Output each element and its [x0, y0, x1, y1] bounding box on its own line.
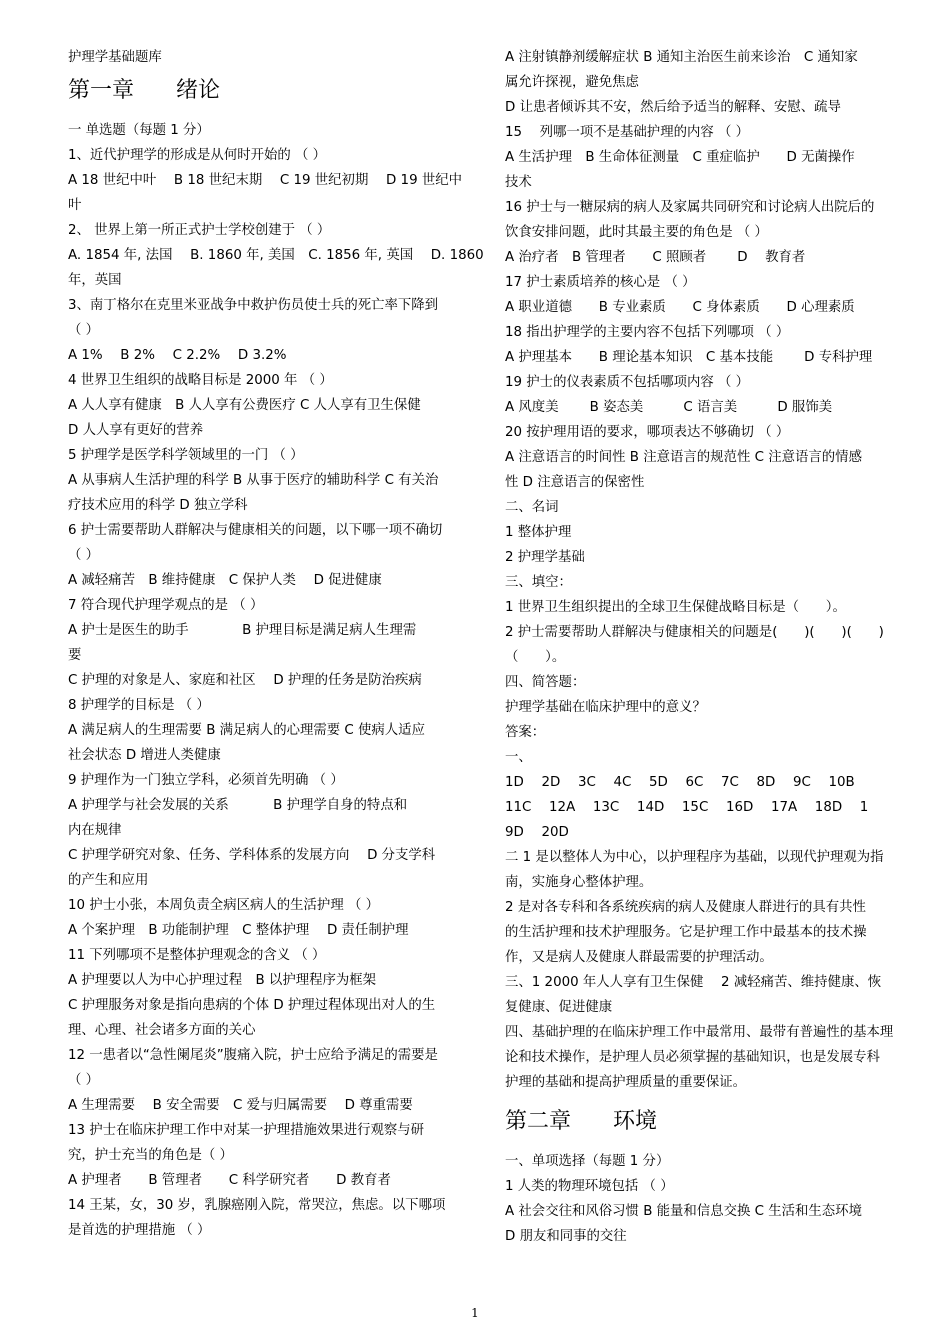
text-line: A 减轻痛苦 B 维持健康 C 保护人类 D 促进健康	[68, 573, 382, 588]
document-title: 护理学基础题库	[68, 50, 162, 65]
text-line: （ ）。	[505, 650, 566, 665]
text-line: A 18 世纪中叶 B 18 世纪末期 C 19 世纪初期 D 19 世纪中	[68, 173, 463, 188]
text-line: A 生理需要 B 安全需要 C 爱与归属需要 D 尊重需要	[68, 1098, 413, 1113]
text-line: 要	[68, 648, 82, 663]
text-line: A 满足病人的生理需要 B 满足病人的心理需要 C 使病人适应	[68, 723, 425, 738]
text-line: 3、南丁格尔在克里米亚战争中救护伤员使士兵的死亡率下降到	[68, 298, 439, 313]
text-line: 15 列哪一项不是基础护理的内容 （ ）	[505, 125, 750, 140]
text-line: 复健康、促进健康	[505, 1000, 613, 1015]
text-line: 7 符合现代护理学观点的是 （ ）	[68, 598, 264, 613]
text-line: 的生活护理和技术护理服务。它是护理工作中最基本的技术操	[505, 925, 867, 940]
text-line: 1、近代护理学的形成是从何时开始的 （ ）	[68, 148, 327, 163]
text-line: 13 护士在临床护理工作中对某一护理措施效果进行观察与研	[68, 1123, 425, 1138]
text-line: 答案：	[505, 725, 546, 740]
text-line: 14 王某，女，30 岁，乳腺癌刚入院，常哭泣，焦虑。以下哪项	[68, 1198, 446, 1213]
text-line: A 注射镇静剂缓解症状 B 通知主治医生前来诊治 C 通知家	[505, 50, 858, 65]
text-line: A 1% B 2% C 2.2% D 3.2%	[68, 348, 287, 363]
text-line: 社会状态 D 增进人类健康	[68, 748, 221, 763]
text-line: 护理的基础和提高护理质量的重要保证。	[505, 1075, 747, 1090]
text-line: D 朋友和同事的交往	[505, 1229, 627, 1244]
chapter-1-heading	[68, 70, 474, 112]
text-line: 9D 20D	[505, 825, 569, 840]
text-line: 一、	[505, 750, 532, 765]
text-line: 11C 12A 13C 14D 15C 16D 17A 18D 1	[505, 800, 869, 815]
text-line: A 护士是医生的助手 B 护理目标是满足病人生理需	[68, 623, 417, 638]
text-line: 四、简答题：	[505, 675, 586, 690]
text-line: 12 一患者以“急性阑尾炎”腹痛入院，护士应给予满足的需要是	[68, 1048, 438, 1063]
page-number: 1	[471, 1306, 479, 1320]
text-line: 一、单项选择（每题 1 分）	[505, 1154, 670, 1169]
text-line: C 护理的对象是人、家庭和社区 D 护理的任务是防治疾病	[68, 673, 422, 688]
left-column	[68, 45, 484, 1243]
text-line: 是首选的护理措施 （ ）	[68, 1223, 211, 1238]
text-line: 11 下列哪项不是整体护理观念的含义 （ ）	[68, 948, 326, 963]
chapter-2-heading	[505, 1101, 911, 1143]
text-line: 内在规律	[68, 823, 122, 838]
right-text-block-2	[505, 1149, 911, 1249]
text-line: 护理学基础在临床护理中的意义？	[505, 700, 706, 715]
text-line: 18 指出护理学的主要内容不包括下列哪项 （ ）	[505, 325, 790, 340]
text-line: 19 护士的仪表素质不包括哪项内容 （ ）	[505, 375, 750, 390]
text-line: A. 1854 年, 法国 B. 1860 年, 美国 C. 1856 年, 英国 D. 1860	[68, 248, 484, 263]
text-line: 究，护士充当的角色是（ ）	[68, 1148, 233, 1163]
text-line: 1D 2D 3C 4C 5D 6C 7C 8D 9C 10B	[505, 775, 855, 790]
text-line: A 护理基本 B 理论基本知识 C 基本技能 D 专科护理	[505, 350, 873, 365]
text-line: A 生活护理 B 生命体征测量 C 重症临护 D 无菌操作	[505, 150, 855, 165]
left-text-block	[68, 118, 484, 1243]
chapter-2-title: 环境	[613, 1109, 658, 1134]
text-line: 三、填空：	[505, 575, 572, 590]
text-line: 4 世界卫生组织的战略目标是 2000 年 （ ）	[68, 373, 333, 388]
text-line: （ ）	[68, 323, 100, 338]
text-line: 9 护理作为一门独立学科，必须首先明确 （ ）	[68, 773, 344, 788]
text-line: A 个案护理 B 功能制护理 C 整体护理 D 责任制护理	[68, 923, 409, 938]
text-line: 二、名词	[505, 500, 559, 515]
text-line: 四、基础护理的在临床护理工作中最常用、最带有普遍性的基本理	[505, 1025, 894, 1040]
chapter-2-number: 第二章	[505, 1109, 572, 1134]
text-line: 作，又是病人及健康人群最需要的护理活动。	[505, 950, 773, 965]
right-column	[505, 45, 911, 1249]
text-line: 南，实施身心整体护理。	[505, 875, 653, 890]
text-line: 8 护理学的目标是 （ ）	[68, 698, 210, 713]
text-line: 论和技术操作，是护理人员必须掌握的基础知识，也是发展专科	[505, 1050, 880, 1065]
text-line: （ ）	[68, 548, 100, 563]
text-line: 2、 世界上第一所正式护士学校创建于 （ ）	[68, 223, 331, 238]
text-line: A 护理学与社会发展的关系 B 护理学自身的特点和	[68, 798, 408, 813]
text-line: A 人人享有健康 B 人人享有公费医疗 C 人人享有卫生保健	[68, 398, 421, 413]
text-line: D 人人享有更好的营养	[68, 423, 204, 438]
text-line: 2 护士需要帮助人群解决与健康相关的问题是( )( )( )	[505, 625, 884, 640]
text-line: 1 人类的物理环境包括 （ ）	[505, 1179, 674, 1194]
chapter-1-title: 绪论	[176, 78, 221, 103]
text-line: 技术	[505, 175, 532, 190]
text-line: 2 是对各专科和各系统疾病的病人及健康人群进行的具有共性	[505, 900, 866, 915]
text-line: 6 护士需要帮助人群解决与健康相关的问题，以下哪一项不确切	[68, 523, 443, 538]
right-text-block-1	[505, 45, 911, 1095]
text-line: 叶	[68, 198, 82, 213]
text-line: 属允许探视，避免焦虑	[505, 75, 639, 90]
text-line: A 护理者 B 管理者 C 科学研究者 D 教育者	[68, 1173, 391, 1188]
text-line: 的产生和应用	[68, 873, 149, 888]
text-line: 10 护士小张，本周负责全病区病人的生活护理 （ ）	[68, 898, 380, 913]
text-line: 疗技术应用的科学 D 独立学科	[68, 498, 248, 513]
text-line: 饮食安排问题，此时其最主要的角色是 （ ）	[505, 225, 768, 240]
text-line: 三、1 2000 年人人享有卫生保健 2 减轻痛苦、维持健康、恢	[505, 975, 882, 990]
text-line: 性 D 注意语言的保密性	[505, 475, 645, 490]
text-line: A 从事病人生活护理的科学 B 从事于医疗的辅助科学 C 有关治	[68, 473, 439, 488]
text-line: 17 护士素质培养的核心是 （ ）	[505, 275, 696, 290]
text-line: A 注意语言的时间性 B 注意语言的规范性 C 注意语言的情感	[505, 450, 862, 465]
text-line: 理、心理、社会诸多方面的关心	[68, 1023, 256, 1038]
text-line: 1 整体护理	[505, 525, 572, 540]
text-line: A 治疗者 B 管理者 C 照顾者 D 教育者	[505, 250, 806, 265]
text-line: 1 世界卫生组织提出的全球卫生保健战略目标是（ ）。	[505, 600, 846, 615]
text-line: （ ）	[68, 1073, 100, 1088]
text-line: 二 1 是以整体人为中心，以护理程序为基础，以现代护理观为指	[505, 850, 884, 865]
text-line: A 职业道德 B 专业素质 C 身体素质 D 心理素质	[505, 300, 855, 315]
text-line: C 护理服务对象是指向患病的个体 D 护理过程体现出对人的生	[68, 998, 436, 1013]
text-line: 一 单选题（每题 1 分）	[68, 123, 210, 138]
text-line: 16 护士与一糖尿病的病人及家属共同研究和讨论病人出院后的	[505, 200, 875, 215]
text-line: A 风度美 B 姿态美 C 语言美 D 服饰美	[505, 400, 833, 415]
text-line: 5 护理学是医学科学领域里的一门 （ ）	[68, 448, 304, 463]
text-line: D 让患者倾诉其不安，然后给予适当的解释、安慰、疏导	[505, 100, 841, 115]
chapter-1-number: 第一章	[68, 78, 135, 103]
text-line: C 护理学研究对象、任务、学科体系的发展方向 D 分支学科	[68, 848, 436, 863]
text-line: A 社会交往和风俗习惯 B 能量和信息交换 C 生活和生态环境	[505, 1204, 862, 1219]
text-line: 20 按护理用语的要求，哪项表达不够确切 （ ）	[505, 425, 790, 440]
text-line: A 护理要以人为中心护理过程 B 以护理程序为框架	[68, 973, 377, 988]
text-line: 2 护理学基础	[505, 550, 585, 565]
text-line: 年，英国	[68, 273, 122, 288]
